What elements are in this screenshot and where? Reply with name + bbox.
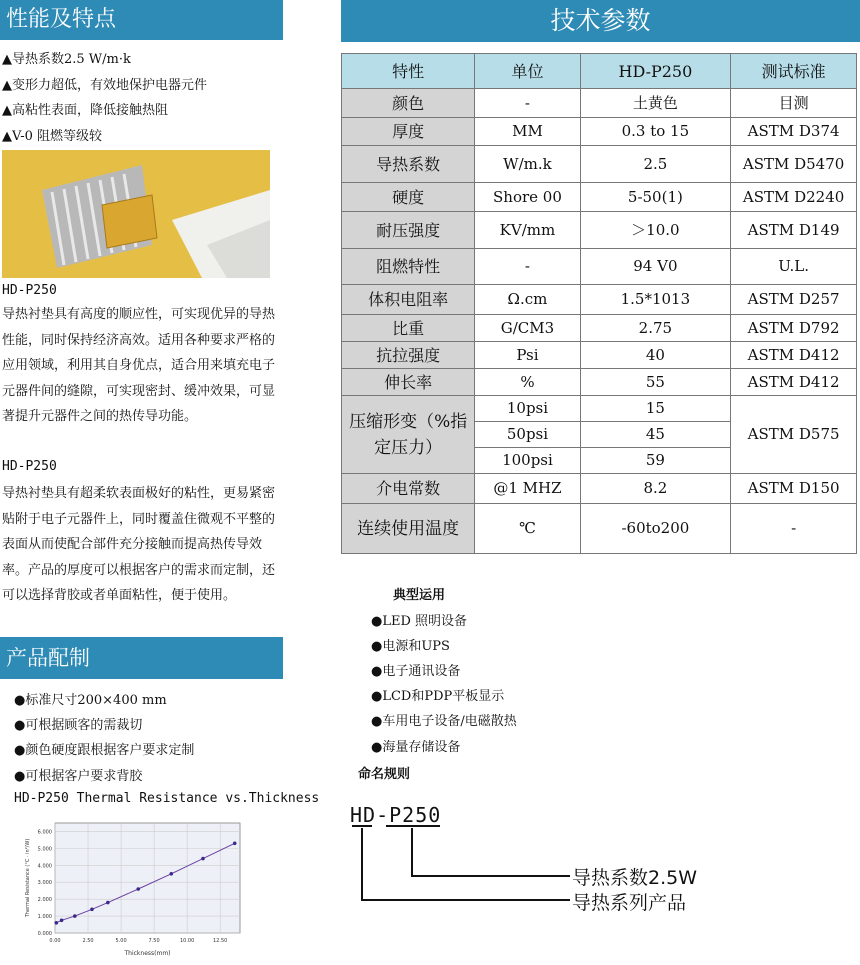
naming-label-conductivity: 导热系数2.5W <box>572 867 698 889</box>
y-tick-label: 3.000 <box>37 880 52 887</box>
y-tick-label: 5.000 <box>37 846 52 853</box>
spec-table <box>341 53 857 554</box>
naming-connector-lines <box>340 822 580 912</box>
section-header-features: 性能及特点 <box>0 0 283 40</box>
th-property: 特性 <box>342 54 475 89</box>
y-tick-label: 4.000 <box>37 863 52 870</box>
data-point <box>169 872 173 876</box>
feature-item: ▲变形力超低，有效地保护电器元件 <box>2 78 207 93</box>
y-tick-label: 1.000 <box>37 914 52 921</box>
plot-area <box>55 823 240 933</box>
feature-item: ▲V-0 阻燃等级较 <box>2 129 102 144</box>
data-point <box>136 887 140 891</box>
naming-rule-title: 命名规则 <box>358 767 411 782</box>
table-row: 连续使用温度 ℃ -60to200 - <box>342 504 857 554</box>
application-item: ●电子通讯设备 <box>371 664 461 679</box>
config-item: ●颜色硬度跟根据客户要求定制 <box>14 743 195 758</box>
section-header-config: 产品配制 <box>0 637 283 679</box>
config-item: ●可根据客户要求背胶 <box>14 769 143 784</box>
naming-label-series: 导热系列产品 <box>572 892 687 914</box>
table-row: 伸长率 % 55 ASTM D412 <box>342 369 857 396</box>
applications-title: 典型运用 <box>393 588 446 603</box>
table-row: 压缩形变（%指定压力） 10psi 15 ASTM D575 <box>342 396 857 422</box>
data-point <box>233 842 237 846</box>
model-label: HD-P250 <box>2 283 57 298</box>
table-header-row <box>342 54 857 89</box>
product-photo <box>2 150 270 278</box>
thermal-resistance-chart <box>0 815 250 960</box>
x-tick-label: 10.00 <box>179 938 195 944</box>
feature-item: ▲导热系数2.5 W/m·k <box>2 52 131 67</box>
config-item: ●可根据顾客的需裁切 <box>14 718 143 733</box>
compress-name: 压缩形变（%指定压力） <box>342 396 475 474</box>
table-row: 耐压强度 KV/mm ＞10.0 ASTM D149 <box>342 212 857 249</box>
x-tick-label: 2.50 <box>82 938 94 944</box>
data-point <box>106 901 110 905</box>
table-row: 硬度 Shore 00 5-50(1) ASTM D2240 <box>342 183 857 212</box>
table-row: 体积电阻率 Ω.cm 1.5*1013 ASTM D257 <box>342 285 857 315</box>
table-row: 抗拉强度 Psi 40 ASTM D412 <box>342 342 857 369</box>
data-point <box>201 857 205 861</box>
table-row: 导热系数 W/m.k 2.5 ASTM D5470 <box>342 146 857 183</box>
data-point <box>60 919 64 923</box>
description-paragraph: 导热衬垫具有高度的顺应性，可实现优异的导热性能，同时保持经济高效。适用各种要求严格的应用领域，利用其自身优点，适合用来填充电子元器件间的缝隙，可实现密封、缓冲效果，可显著提升元器件之间的热传导功能。 <box>2 307 276 424</box>
application-item: ●LED 照明设备 <box>371 614 468 629</box>
th-value: HD-P250 <box>580 54 731 89</box>
x-axis-label: Thickness(mm) <box>124 950 171 957</box>
application-item: ●车用电子设备/电磁散热 <box>371 714 517 729</box>
y-tick-label: 6.000 <box>37 829 52 836</box>
naming-code: HD-P250 <box>350 803 442 827</box>
th-unit: 单位 <box>475 54 580 89</box>
application-item: ●海量存储设备 <box>371 740 461 755</box>
application-item: ●电源和UPS <box>371 639 450 654</box>
data-point <box>55 921 59 925</box>
feature-item: ▲高粘性表面，降低接触热阻 <box>2 103 168 118</box>
x-tick-label: 12.50 <box>213 938 228 944</box>
application-item: ●LCD和PDP平板显示 <box>371 689 505 704</box>
description-paragraph: 导热衬垫具有超柔软表面极好的粘性，更易紧密贴附于电子元器件上，同时覆盖住微观不平整的表面从而使配合部件充分接触而提高热传导效率。产品的厚度可以根据客户的需求而定制，还可以选择背胶或者单面粘性，便于使用。 <box>2 486 276 603</box>
x-tick-label: 0.00 <box>49 938 61 944</box>
table-row: 100psi 59 <box>342 448 857 474</box>
chart-title: HD-P250 Thermal Resistance vs.Thickness <box>14 791 320 806</box>
table-row: 阻燃特性 - 94 V0 U.L. <box>342 249 857 285</box>
x-tick-label: 5.00 <box>115 938 127 944</box>
table-row: 介电常数 @1 MHZ 8.2 ASTM D150 <box>342 474 857 504</box>
y-axis-label: Thermal Resistance (°C · in²/W) <box>25 838 31 918</box>
table-row: 50psi 45 <box>342 422 857 448</box>
y-tick-label: 2.000 <box>37 897 52 904</box>
config-item: ●标准尺寸200×400 mm <box>14 693 167 708</box>
data-point <box>90 908 94 912</box>
section-header-specs: 技术参数 <box>341 0 860 42</box>
y-tick-label: 0.000 <box>37 931 52 937</box>
compress-std: ASTM D575 <box>731 396 857 474</box>
x-tick-label: 7.50 <box>148 938 160 944</box>
table-row: 比重 G/CM3 2.75 ASTM D792 <box>342 315 857 342</box>
data-point <box>73 914 77 918</box>
model-label: HD-P250 <box>2 459 57 474</box>
th-standard: 测试标准 <box>731 54 857 89</box>
table-row: 颜色 - 土黄色 目测 <box>342 89 857 118</box>
table-row: 厚度 MM 0.3 to 15 ASTM D374 <box>342 118 857 146</box>
